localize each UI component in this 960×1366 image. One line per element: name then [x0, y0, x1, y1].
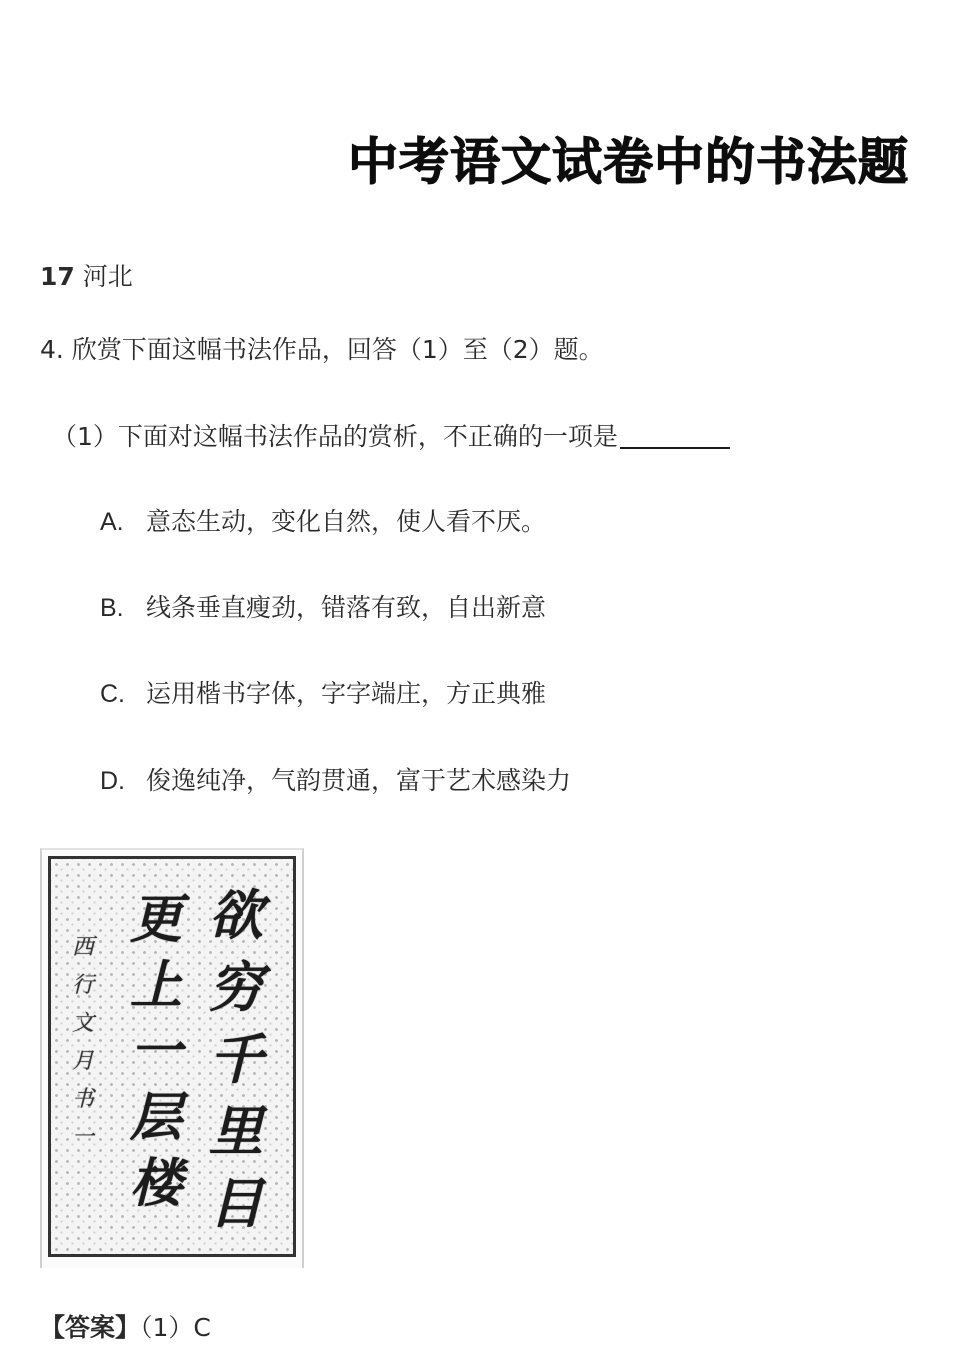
option-text: 俊逸纯净，气韵贯通，富于艺术感染力 — [146, 766, 572, 795]
sub-question-1 — [52, 420, 730, 454]
answer-line — [40, 1311, 211, 1345]
option-c — [100, 677, 546, 711]
calligraphy-char: 楼 — [129, 1153, 182, 1214]
option-text: 意态生动，变化自然，使人看不厌。 — [146, 507, 547, 536]
inscription-char: 一 — [71, 1125, 94, 1150]
calligraphy-char: 千 — [209, 1027, 263, 1091]
answer-text: （1）C — [140, 1313, 211, 1342]
calligraphy-frame — [48, 856, 296, 1257]
question-number: 4. — [40, 335, 64, 364]
inscription-char: 文 — [71, 1011, 94, 1036]
option-letter: C. — [100, 680, 125, 708]
calligraphy-image — [40, 848, 304, 1268]
answer-tag: 【答案】 — [40, 1313, 141, 1342]
sub-question-text: 下面对这幅书法作品的赏析，不正确的一项是 — [117, 422, 618, 451]
calligraphy-char: 穷 — [209, 955, 263, 1019]
option-b — [100, 591, 546, 625]
inscription-char: 西 — [71, 935, 94, 960]
option-a — [100, 505, 546, 539]
option-text: 运用楷书字体，字字端庄，方正典雅 — [146, 679, 547, 708]
calligraphy-char: 一 — [129, 1021, 182, 1082]
option-d — [100, 764, 571, 798]
option-text: 线条垂直瘦劲，错落有致，自出新意 — [146, 593, 547, 622]
question-text: 欣赏下面这幅书法作品，回答（1）至（2）题。 — [71, 335, 604, 364]
region-province: 河北 — [82, 262, 133, 291]
option-letter: B. — [100, 594, 124, 622]
calligraphy-char: 更 — [129, 889, 182, 950]
calligraphy-char: 上 — [129, 955, 182, 1016]
calligraphy-column-middle — [121, 887, 191, 1217]
option-letter: A. — [100, 508, 124, 536]
document-title: 中考语文试卷中的书法题 — [348, 133, 909, 191]
calligraphy-column-right — [201, 879, 271, 1239]
calligraphy-char: 里 — [209, 1099, 263, 1163]
sub-question-label: （1） — [52, 422, 118, 451]
option-letter: D. — [100, 767, 125, 795]
region-year: 17 — [40, 262, 75, 291]
calligraphy-char: 欲 — [209, 883, 263, 947]
question-4 — [40, 333, 604, 367]
calligraphy-inscription — [65, 929, 101, 1157]
calligraphy-char: 层 — [129, 1087, 182, 1148]
inscription-char: 行 — [71, 973, 94, 998]
answer-blank-line — [620, 447, 730, 449]
inscription-char: 月 — [71, 1049, 94, 1074]
calligraphy-char: 目 — [209, 1171, 263, 1235]
region-label — [40, 260, 133, 294]
inscription-char: 书 — [71, 1087, 94, 1112]
